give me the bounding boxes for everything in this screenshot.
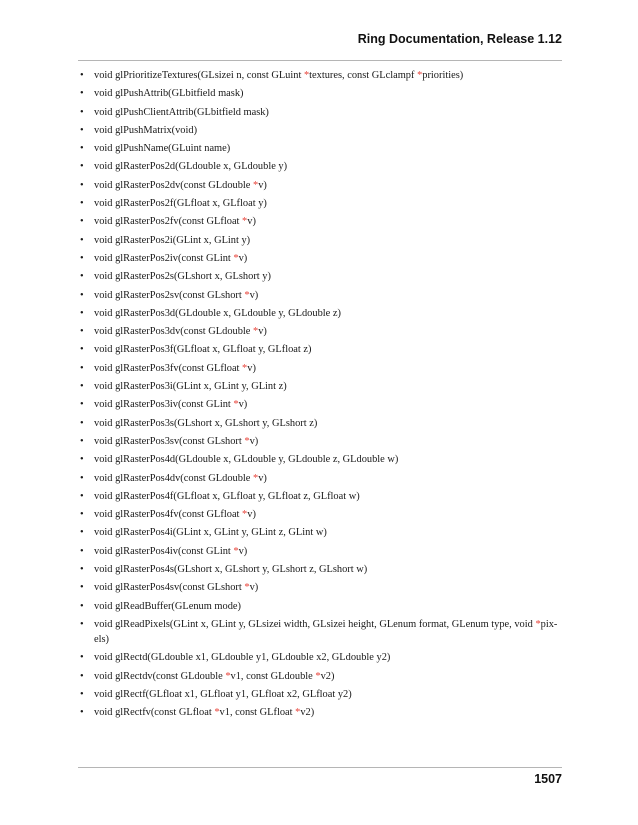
bullet-icon: • bbox=[80, 161, 84, 173]
list-item bbox=[78, 233, 562, 248]
list-item bbox=[78, 214, 562, 229]
signature-text: void glRectd(GLdouble x1, GLdouble y1, GLdouble x2, GLdouble y2) bbox=[94, 652, 391, 664]
signature-text: pix-els) bbox=[94, 618, 558, 645]
pointer-asterisk: * bbox=[242, 362, 248, 374]
signature-text: void glPrioritizeTextures(GLsizei n, const GLuint bbox=[94, 70, 304, 81]
signature-text: void glPushClientAttrib(GLbitfield mask) bbox=[94, 106, 269, 118]
pointer-asterisk: * bbox=[225, 670, 231, 682]
signature-text: void glRasterPos4s(GLshort x, GLshort y, GLshort z, GLshort w) bbox=[94, 564, 368, 576]
bullet-icon: • bbox=[80, 344, 84, 356]
function-list bbox=[78, 68, 562, 723]
signature-text: void glRasterPos2f(GLfloat x, GLfloat y) bbox=[94, 198, 267, 210]
signature-text: void glRasterPos3iv(const GLint bbox=[94, 399, 234, 411]
page-header bbox=[78, 30, 562, 61]
bullet-icon: • bbox=[80, 143, 84, 155]
bullet-icon: • bbox=[80, 362, 84, 374]
list-item bbox=[78, 361, 562, 376]
signature-text: priorities) bbox=[422, 70, 464, 81]
bullet-icon: • bbox=[80, 582, 84, 594]
pointer-asterisk: * bbox=[253, 179, 259, 191]
list-item bbox=[78, 525, 562, 540]
bullet-icon: • bbox=[80, 618, 84, 630]
list-item bbox=[78, 397, 562, 412]
list-item bbox=[78, 342, 562, 357]
pointer-asterisk: * bbox=[535, 618, 541, 630]
list-item bbox=[78, 434, 562, 449]
signature-text: void glRasterPos4sv(const GLshort bbox=[94, 582, 245, 594]
signature-text: void glReadBuffer(GLenum mode) bbox=[94, 600, 241, 612]
signature-text: void glRectfv(const GLfloat bbox=[94, 707, 215, 719]
signature-text: void glRasterPos3fv(const GLfloat bbox=[94, 362, 243, 374]
signature-text: void glRasterPos2s(GLshort x, GLshort y) bbox=[94, 271, 271, 283]
signature-text: v) bbox=[258, 472, 267, 484]
list-item bbox=[78, 251, 562, 266]
pointer-asterisk: * bbox=[244, 289, 250, 301]
list-item bbox=[78, 669, 562, 684]
bullet-icon: • bbox=[80, 545, 84, 557]
list-item bbox=[78, 507, 562, 522]
bullet-icon: • bbox=[80, 707, 84, 719]
signature-text: v) bbox=[247, 509, 256, 521]
list-item bbox=[78, 178, 562, 193]
list-item bbox=[78, 580, 562, 595]
signature-text: void glRasterPos3s(GLshort x, GLshort y, GLshort z) bbox=[94, 417, 318, 429]
pointer-asterisk: * bbox=[253, 326, 259, 338]
signature-text: v2) bbox=[320, 670, 335, 682]
signature-text: void glRasterPos3d(GLdouble x, GLdouble y, GLdouble z) bbox=[94, 307, 341, 319]
signature-text: v) bbox=[238, 399, 248, 411]
bullet-icon: • bbox=[80, 124, 84, 136]
signature-text: void glRasterPos4fv(const GLfloat bbox=[94, 509, 243, 521]
signature-text: void glRasterPos4iv(const GLint bbox=[94, 545, 234, 557]
bullet-icon: • bbox=[80, 490, 84, 502]
list-item bbox=[78, 123, 562, 138]
signature-text: v1, const GLfloat bbox=[219, 707, 296, 719]
list-item bbox=[78, 489, 562, 504]
bullet-icon: • bbox=[80, 670, 84, 682]
signature-text: v) bbox=[249, 435, 259, 447]
list-item bbox=[78, 650, 562, 665]
signature-text: v) bbox=[238, 252, 248, 264]
pointer-asterisk: * bbox=[417, 70, 423, 81]
pointer-asterisk: * bbox=[233, 545, 239, 557]
signature-text: void glRasterPos4i(GLint x, GLint y, GLint z, GLint w) bbox=[94, 527, 327, 539]
pointer-asterisk: * bbox=[244, 582, 250, 594]
bullet-icon: • bbox=[80, 179, 84, 191]
bullet-icon: • bbox=[80, 454, 84, 466]
signature-text: void glRasterPos3sv(const GLshort bbox=[94, 435, 245, 447]
pointer-asterisk: * bbox=[244, 435, 250, 447]
list-item bbox=[78, 379, 562, 394]
signature-text: v) bbox=[249, 289, 259, 301]
pointer-asterisk: * bbox=[242, 216, 248, 228]
signature-text: void glRasterPos2sv(const GLshort bbox=[94, 289, 245, 301]
list-item bbox=[78, 471, 562, 486]
list-item bbox=[78, 544, 562, 559]
list-item bbox=[78, 416, 562, 431]
list-item bbox=[78, 452, 562, 467]
bullet-icon: • bbox=[80, 271, 84, 283]
signature-text: void glRasterPos2dv(const GLdouble bbox=[94, 179, 254, 191]
bullet-icon: • bbox=[80, 564, 84, 576]
bullet-icon: • bbox=[80, 527, 84, 539]
signature-text: v) bbox=[238, 545, 248, 557]
signature-text: void glPushAttrib(GLbitfield mask) bbox=[94, 88, 244, 100]
bullet-icon: • bbox=[80, 652, 84, 664]
list-item bbox=[78, 196, 562, 211]
bullet-icon: • bbox=[80, 198, 84, 210]
signature-text: void glReadPixels(GLint x, GLint y, GLsizei width, GLsizei height, GLenum format, GLenum type, void bbox=[94, 618, 536, 630]
list-item bbox=[78, 324, 562, 339]
page-footer bbox=[78, 767, 562, 786]
list-item bbox=[78, 562, 562, 577]
signature-text: textures, const GLclampf bbox=[309, 70, 418, 81]
list-item bbox=[78, 141, 562, 156]
signature-text: v) bbox=[249, 582, 259, 594]
list-item bbox=[78, 159, 562, 174]
signature-text: void glRasterPos2fv(const GLfloat bbox=[94, 216, 243, 228]
signature-text: v) bbox=[247, 362, 256, 374]
pointer-asterisk: * bbox=[253, 472, 259, 484]
bullet-icon: • bbox=[80, 88, 84, 100]
signature-text: void glRasterPos2iv(const GLint bbox=[94, 252, 234, 264]
signature-text: v) bbox=[247, 216, 256, 228]
signature-text: void glRectf(GLfloat x1, GLfloat y1, GLfloat x2, GLfloat y2) bbox=[94, 688, 352, 700]
pointer-asterisk: * bbox=[315, 670, 321, 682]
pointer-asterisk: * bbox=[242, 509, 248, 521]
list-item bbox=[78, 687, 562, 702]
page-number: 1507 bbox=[534, 772, 562, 786]
bullet-icon: • bbox=[80, 326, 84, 338]
bullet-icon: • bbox=[80, 509, 84, 521]
list-item bbox=[78, 599, 562, 614]
bullet-icon: • bbox=[80, 106, 84, 118]
list-item bbox=[78, 288, 562, 303]
signature-text: void glRasterPos3dv(const GLdouble bbox=[94, 326, 254, 338]
signature-text: void glRasterPos3i(GLint x, GLint y, GLint z) bbox=[94, 381, 287, 393]
signature-text: void glRasterPos2d(GLdouble x, GLdouble y) bbox=[94, 161, 288, 173]
bullet-icon: • bbox=[80, 399, 84, 411]
header-title: Ring Documentation, Release 1.12 bbox=[357, 32, 562, 46]
signature-text: void glRasterPos4d(GLdouble x, GLdouble y, GLdouble z, GLdouble w) bbox=[94, 454, 399, 466]
signature-text: void glRasterPos4dv(const GLdouble bbox=[94, 472, 254, 484]
bullet-icon: • bbox=[80, 234, 84, 246]
pointer-asterisk: * bbox=[295, 707, 301, 719]
list-item bbox=[78, 105, 562, 120]
list-item bbox=[78, 269, 562, 284]
bullet-icon: • bbox=[80, 472, 84, 484]
bullet-icon: • bbox=[80, 417, 84, 429]
signature-text: void glRasterPos3f(GLfloat x, GLfloat y, GLfloat z) bbox=[94, 344, 312, 356]
bullet-icon: • bbox=[80, 289, 84, 301]
signature-text: void glRasterPos2i(GLint x, GLint y) bbox=[94, 234, 251, 246]
bullet-icon: • bbox=[80, 435, 84, 447]
signature-text: void glRasterPos4f(GLfloat x, GLfloat y, GLfloat z, GLfloat w) bbox=[94, 490, 360, 502]
bullet-icon: • bbox=[80, 381, 84, 393]
list-item bbox=[78, 86, 562, 101]
pointer-asterisk: * bbox=[233, 399, 239, 411]
bullet-icon: • bbox=[80, 70, 84, 81]
signature-text: v2) bbox=[300, 707, 315, 719]
list-item bbox=[78, 705, 562, 720]
signature-text: void glPushName(GLuint name) bbox=[94, 143, 231, 155]
signature-text: v) bbox=[258, 179, 267, 191]
signature-text: v) bbox=[258, 326, 267, 338]
bullet-icon: • bbox=[80, 688, 84, 700]
list-item bbox=[78, 617, 562, 647]
signature-text: v1, const GLdouble bbox=[230, 670, 316, 682]
list-item bbox=[78, 68, 562, 83]
bullet-icon: • bbox=[80, 216, 84, 228]
bullet-icon: • bbox=[80, 600, 84, 612]
pointer-asterisk: * bbox=[303, 70, 310, 81]
bullet-icon: • bbox=[80, 307, 84, 319]
bullet-icon: • bbox=[80, 252, 84, 264]
pointer-asterisk: * bbox=[233, 252, 239, 264]
signature-text: void glRectdv(const GLdouble bbox=[94, 670, 226, 682]
signature-text: void glPushMatrix(void) bbox=[94, 124, 198, 136]
list-item bbox=[78, 306, 562, 321]
pointer-asterisk: * bbox=[214, 707, 220, 719]
